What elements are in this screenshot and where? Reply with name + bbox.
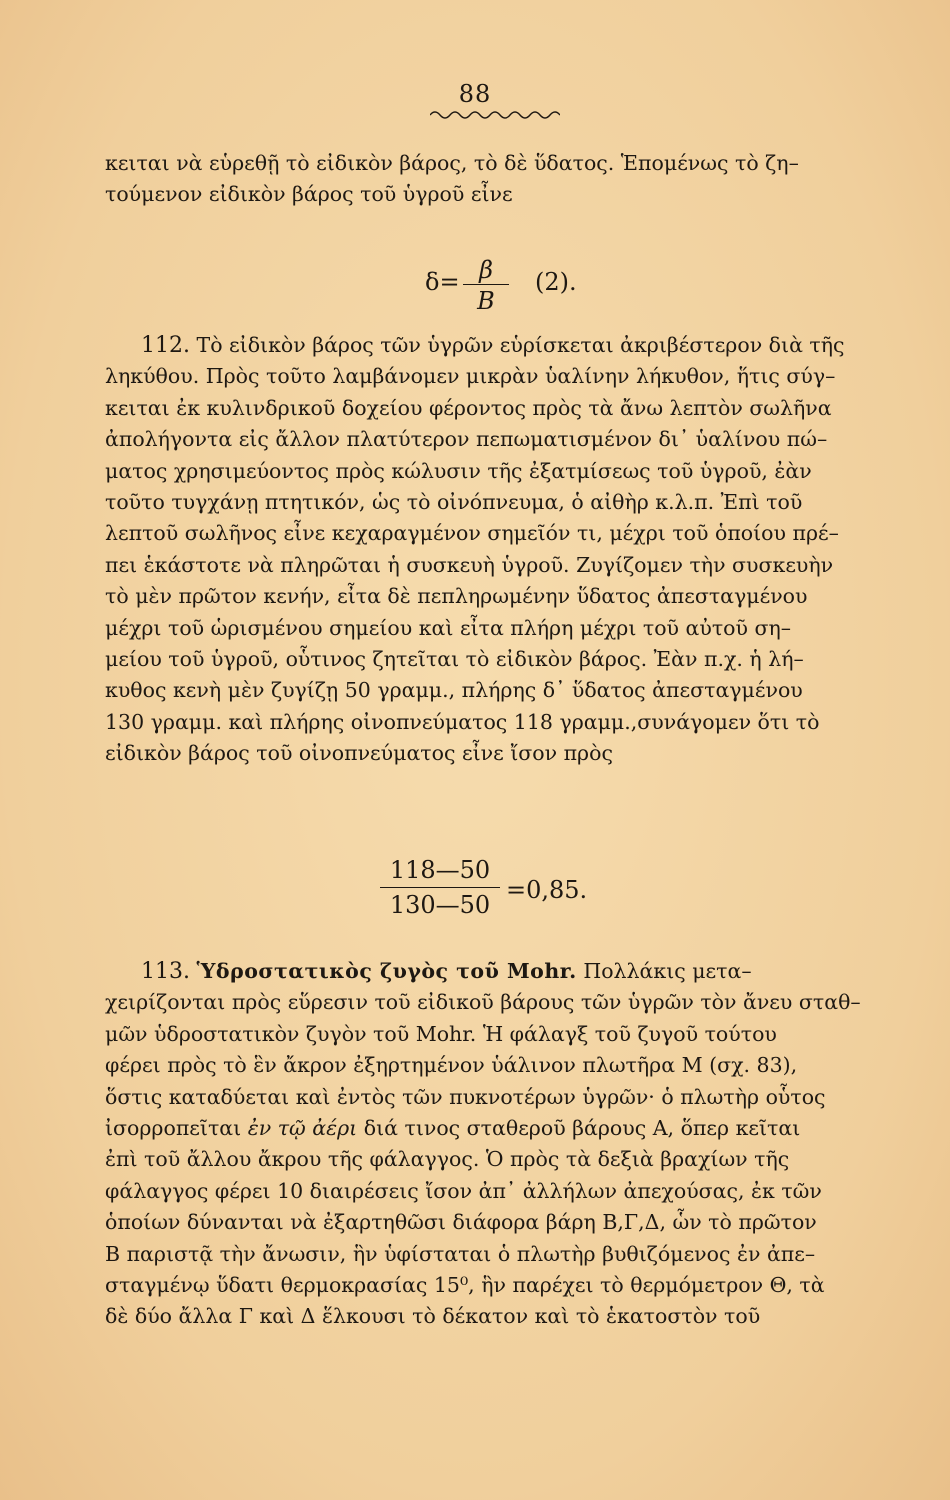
text-line: φέρει πρὸς τὸ ἓν ἄκρον ἐξηρτημένον ὑάλινον πλωτῆρα Μ (σχ. 83), <box>105 1053 798 1078</box>
text-line-content: Πολλάκις μετα– <box>583 959 752 983</box>
text-line <box>105 956 865 987</box>
text-line: ὅστις καταδύεται καὶ ἐντὸς τῶν πυκνοτέρων ὑγρῶν· ὁ πλωτὴρ οὗτος <box>105 1084 826 1109</box>
text-line: χειρίζονται πρὸς εὕρεσιν τοῦ εἰδικοῦ βάρους τῶν ὑγρῶν τὸν ἄνευ σταθ– <box>105 990 861 1015</box>
formula-numerator: β <box>479 256 493 284</box>
text-line: ματος χρησιμεύοντος πρὸς κώλυσιν τῆς ἐξατμίσεως τοῦ ὑγροῦ, ἐὰν <box>105 458 812 483</box>
formula-result: =0,85. <box>506 876 588 904</box>
text-line: δὲ δύο ἄλλα Γ καὶ Δ ἕλκουσι τὸ δέκατον καὶ τὸ ἑκατοστὸν τοῦ <box>105 1304 761 1329</box>
text-line: τούμενον εἰδικὸν βάρος τοῦ ὑγροῦ εἶνε <box>105 182 513 207</box>
text-line: μείου τοῦ ὑγροῦ, οὗτινος ζητεῖται τὸ εἰδικὸν βάρος. Ἐὰν π.χ. ἡ λή– <box>105 647 804 672</box>
formula-fraction <box>380 856 500 919</box>
continuation-text <box>105 148 865 211</box>
formula-denominator: B <box>477 287 495 315</box>
text-line: 130 γραμμ. καὶ πλήρης οἰνοπνεύματος 118 γραμμ.,συνάγομεν ὅτι τὸ <box>105 709 820 734</box>
text-line: κειται ἐκ κυλινδρικοῦ δοχείου φέροντος πρὸς τὰ ἄνω λεπτὸν σωλῆνα <box>105 395 832 420</box>
text-line: τὸ μὲν πρῶτον κενήν, εἶτα δὲ πεπληρωμένην ὕδατος ἀπεσταγμένου <box>105 584 808 609</box>
text-line: μέχρι τοῦ ὡρισμένου σημείου καὶ εἶτα πλήρη μέχρι τοῦ αὐτοῦ ση– <box>105 615 792 640</box>
text-line: μῶν ὑδροστατικὸν ζυγὸν τοῦ Mohr. Ἡ φάλαγξ τοῦ ζυγοῦ τούτου <box>105 1021 777 1046</box>
section-heading: Ὑδροστατικὸς ζυγὸς τοῦ Mohr. <box>196 959 577 983</box>
paragraph-number: 112. <box>141 333 190 358</box>
text-line: λεπτοῦ σωλῆνος εἶνε κεχαραγμένον σημεῖόν τι, μέχρι τοῦ ὁποίου πρέ– <box>105 521 839 546</box>
text-line: φάλαγγος φέρει 10 διαιρέσεις ἴσον ἀπ᾽ ἀλλήλων ἀπεχούσας, ἐκ τῶν <box>105 1178 822 1203</box>
text-line: Β παριστᾷ τὴν ἄνωσιν, ἣν ὑφίσταται ὁ πλωτὴρ βυθιζόμενος ἐν ἀπε– <box>105 1241 816 1266</box>
text-line: ἐπὶ τοῦ ἄλλου ἄκρου τῆς φάλαγγος. Ὁ πρὸς τὰ δεξιὰ βραχίων τῆς <box>105 1147 790 1172</box>
text-line: σταγμένῳ ὕδατι θερμοκρασίας 15⁰, ἣν παρέχει τὸ θερμόμετρον Θ, τὰ <box>105 1273 825 1298</box>
text-line: ληκύθου. Πρὸς τοῦτο λαμβάνομεν μικρὰν ὑαλίνην λήκυθον, ἥτις σύγ– <box>105 364 836 389</box>
text-line: εἰδικὸν βάρος τοῦ οἰνοπνεύματος εἶνε ἴσον πρὸς <box>105 741 613 766</box>
text-line: ὁποίων δύνανται νὰ ἐξαρτηθῶσι διάφορα βάρη Β,Γ,Δ, ὧν τὸ πρῶτον <box>105 1210 817 1235</box>
formula-fraction <box>463 256 509 315</box>
text-line <box>105 1113 865 1144</box>
text-line: τοῦτο τυγχάνῃ πτητικόν, ὡς τὸ οἰνόπνευμα, ὁ αἰθὴρ κ.λ.π. Ἐπὶ τοῦ <box>105 490 803 515</box>
text-line-content: διά τινος σταθεροῦ βάρους Α, ὅπερ κεῖται <box>363 1116 801 1141</box>
page-number: 88 <box>458 80 492 108</box>
fraction-bar <box>463 284 509 285</box>
paragraph-112 <box>105 330 865 770</box>
text-line: κυθος κενὴ μὲν ζυγίζῃ 50 γραμμ., πλήρης δ᾽ ὕδατος ἀπεσταγμένου <box>105 678 803 703</box>
density-formula <box>425 256 625 316</box>
formula-lhs: δ= <box>425 268 460 296</box>
formula-numerator: 118—50 <box>389 856 491 884</box>
text-line: κειται νὰ εὑρεθῇ τὸ εἰδικὸν βάρος, τὸ δὲ ὕδατος. Ἑπομένως τὸ ζη– <box>105 151 799 175</box>
text-line-content: Τὸ εἰδικὸν βάρος τῶν ὑγρῶν εὑρίσκεται ἀκριβέστερον διὰ τῆς <box>196 333 845 357</box>
equation-label: (2). <box>535 268 577 296</box>
wavy-ornament <box>430 108 560 122</box>
text-line-content: ἰσορροπεῖται <box>105 1116 242 1141</box>
text-line: ἀπολήγοντα εἰς ἄλλον πλατύτερον πεπωματισμένον δι᾽ ὑαλίνου πώ– <box>105 427 828 452</box>
italic-phrase: ἐν τῷ ἀέρι <box>247 1116 358 1141</box>
paragraph-113 <box>105 956 865 1333</box>
calculation-formula <box>380 856 680 926</box>
fraction-bar <box>380 887 500 888</box>
paragraph-number: 113. <box>141 959 190 984</box>
text-line: πει ἑκάστοτε νὰ πληρῶται ἡ συσκευὴ ὑγροῦ. Ζυγίζομεν τὴν συσκευὴν <box>105 552 834 577</box>
text-line <box>105 330 865 361</box>
formula-denominator: 130—50 <box>389 891 491 919</box>
